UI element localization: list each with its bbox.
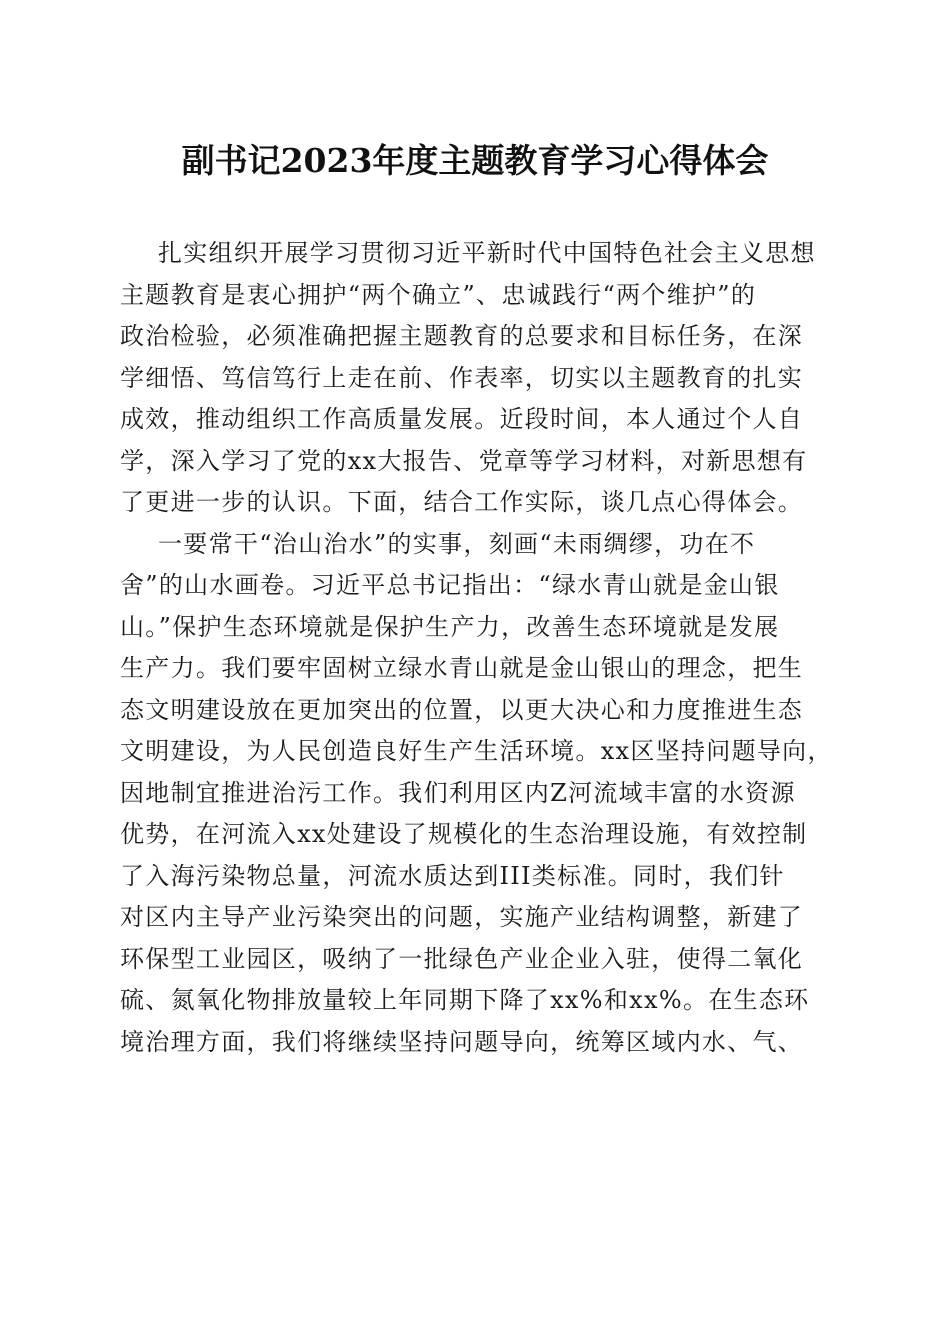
paragraph-2-line-2: 舍”的山水画卷。习近平总书记指出：“绿水青山就是金山银 bbox=[120, 571, 780, 599]
paragraph-2-line-10: 对区内主导产业污染突出的问题，实施产业结构调整，新建了 bbox=[120, 903, 804, 931]
paragraph-2-line-7: 因地制宜推进治污工作。我们利用区内Z河流域丰富的水资源 bbox=[120, 778, 796, 807]
document-body bbox=[120, 233, 832, 1063]
paragraph-2-line-9: 了入海污染物总量，河流水质达到III类标准。同时，我们针 bbox=[120, 861, 785, 890]
paragraph-1-line-7: 了更进一步的认识。下面，结合工作实际，谈几点心得体会。 bbox=[120, 488, 804, 516]
paragraph-2-line-1: 一要常干“治山治水”的实事，刻画“未雨绸缪，功在不 bbox=[158, 529, 756, 558]
paragraph-1-line-6: 学，深入学习了党的xx大报告、党章等学习材料，对新思想有 bbox=[120, 446, 808, 475]
paragraph-1-line-4: 学细悟、笃信笃行上走在前、作表率，切实以主题教育的扎实 bbox=[120, 363, 804, 392]
paragraph-2-line-3: 山。”保护生态环境就是保护生产力，改善生态环境就是发展 bbox=[120, 612, 780, 641]
paragraph-2-line-13: 境治理方面，我们将继续坚持问题导向，统筹区域内水、气、 bbox=[120, 1027, 804, 1056]
paragraph-2-line-12: 硫、氮氧化物排放量较上年同期下降了xx%和xx%。在生态环 bbox=[120, 986, 810, 1014]
paragraph-2-line-8: 优势，在河流入xx处建设了规模化的生态治理设施，有效控制 bbox=[120, 820, 808, 848]
paragraph-1-line-5: 成效，推动组织工作高质量发展。近段时间，本人通过个人自 bbox=[120, 405, 804, 433]
paragraph-1-line-3: 政治检验，必须准确把握主题教育的总要求和目标任务，在深 bbox=[120, 322, 804, 350]
paragraph-2-line-11: 环保型工业园区，吸纳了一批绿色产业企业入驻，使得二氧化 bbox=[120, 944, 804, 973]
paragraph-2-line-4: 生产力。我们要牢固树立绿水青山就是金山银山的理念，把生 bbox=[120, 654, 804, 682]
paragraph-2-line-6: 文明建设，为人民创造良好生产生活环境。xx区坚持问题导向， bbox=[120, 737, 833, 765]
paragraph-2-line-5: 态文明建设放在更加突出的位置，以更大决心和力度推进生态 bbox=[120, 695, 804, 724]
document-title: 副书记2023年度主题教育学习心得体会 bbox=[181, 141, 769, 180]
paragraph-1-line-2: 主题教育是衷心拥护“两个确立”、忠诚践行“两个维护”的 bbox=[120, 280, 757, 309]
paragraph-1-line-1: 扎实组织开展学习贯彻习近平新时代中国特色社会主义思想 bbox=[158, 239, 816, 267]
